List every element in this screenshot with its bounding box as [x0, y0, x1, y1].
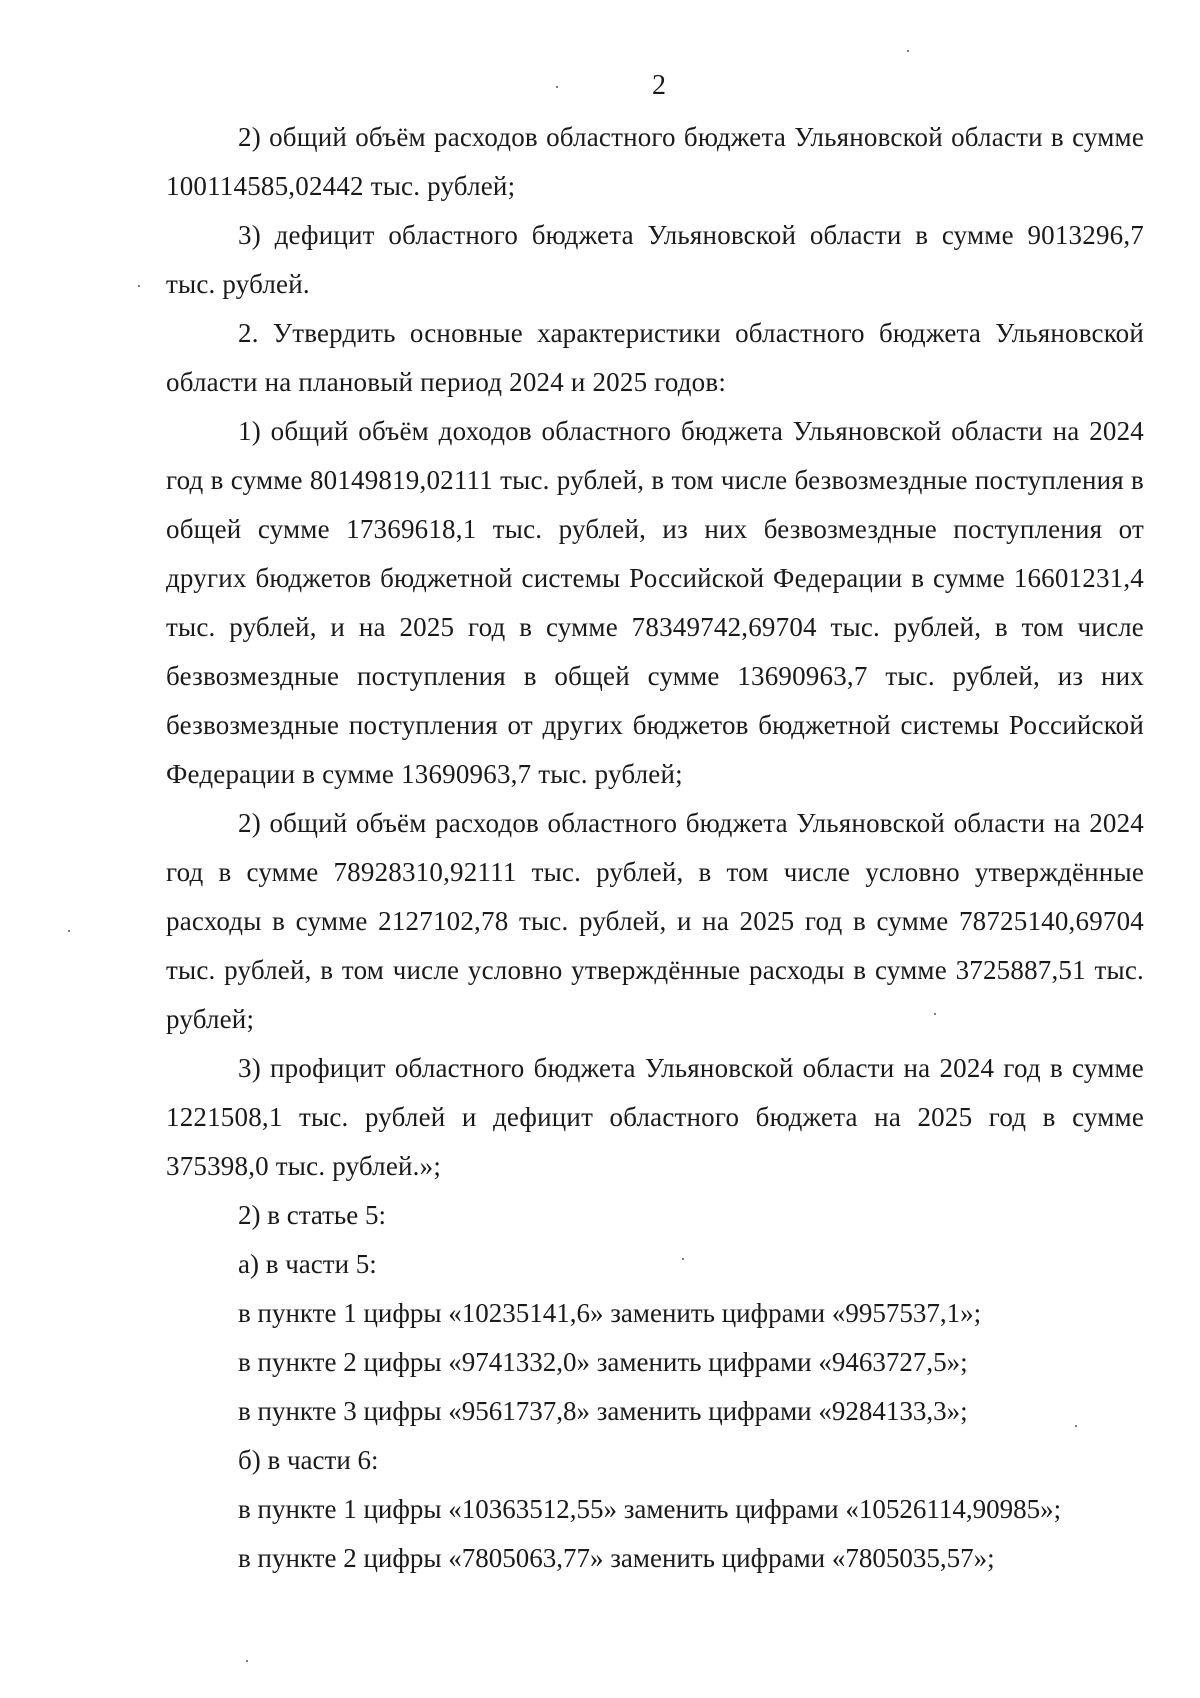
line-article-5: 2) в статье 5: [238, 1200, 386, 1230]
paragraph-income-2024-2025: 1) общий объём доходов областного бюджета Ульяновской области на 2024 год в сумме 80149819,02111 тыс. рублей, в том числе безвозмездные поступления в общей сумме 17369618,1 тыс. рублей, из них безвозмездные поступления от других бюджетов бюджетной системы Российской Федерации в сумме 16601231,4 тыс. рублей, и на 2025 год в сумме 78349742,69704 тыс. рублей, в том числе безвозмездные поступления в общей сумме 13690963,7 тыс. рублей, из них безвозмездные поступления от других бюджетов бюджетной системы Российской Федерации в сумме 13690963,7 тыс. рублей; [166, 416, 1144, 789]
line-part-5-item-1: в пункте 1 цифры «10235141,6» заменить цифрами «9957537,1»; [238, 1298, 982, 1328]
scan-speck [1075, 1425, 1077, 1427]
scan-speck [682, 1258, 684, 1260]
scan-speck [246, 1660, 248, 1662]
line-part-6: б) в части 6: [238, 1445, 379, 1475]
paragraph-expenses-2024-2025: 2) общий объём расходов областного бюджета Ульяновской области на 2024 год в сумме 78928310,92111 тыс. рублей, в том числе условно утверждённые расходы в сумме 2127102,78 тыс. рублей, и на 2025 год в сумме 78725140,69704 тыс. рублей, в том числе условно утверждённые расходы в сумме 3725887,51 тыс. рублей; [166, 808, 1144, 1034]
line-part-5: а) в части 5: [238, 1249, 377, 1279]
paragraph-deficit: 3) дефицит областного бюджета Ульяновской области в сумме 9013296,7 тыс. рублей. [166, 220, 1144, 299]
scan-speck [934, 1013, 936, 1015]
line-part-6-item-1: в пункте 1 цифры «10363512,55» заменить цифрами «10526114,90985»; [238, 1494, 1062, 1524]
scan-speck [68, 930, 70, 932]
paragraph-surplus-deficit: 3) профицит областного бюджета Ульяновской области на 2024 год в сумме 1221508,1 тыс. рублей и дефицит областного бюджета на 2025 год в сумме 375398,0 тыс. рублей.»; [166, 1053, 1144, 1181]
document-body [166, 113, 1144, 1583]
line-part-6-item-2: в пункте 2 цифры «7805063,77» заменить цифрами «7805035,57»; [238, 1543, 995, 1573]
line-part-5-item-3: в пункте 3 цифры «9561737,8» заменить цифрами «9284133,3»; [238, 1396, 968, 1426]
scan-speck [556, 86, 558, 88]
page-number: 2 [652, 70, 666, 101]
paragraph-expenses-total: 2) общий объём расходов областного бюджета Ульяновской области в сумме 100114585,02442 тыс. рублей; [166, 122, 1144, 201]
paragraph-planning-period: 2. Утвердить основные характеристики областного бюджета Ульяновской области на плановый период 2024 и 2025 годов: [166, 318, 1144, 397]
line-part-5-item-2: в пункте 2 цифры «9741332,0» заменить цифрами «9463727,5»; [238, 1347, 968, 1377]
scan-speck [138, 285, 140, 287]
scan-speck [907, 50, 909, 52]
